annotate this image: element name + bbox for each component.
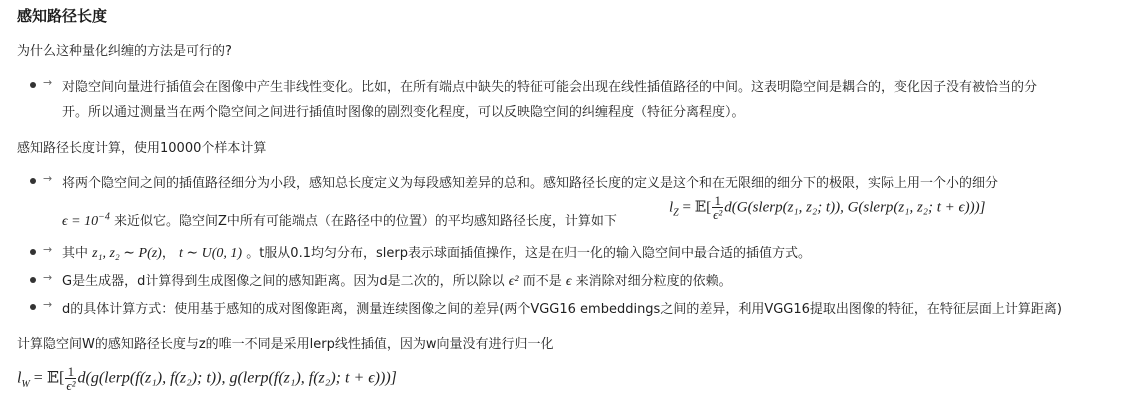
calc1-line-2-text: 来近似它。隐空间Z中所有可能端点（在路径中的位置）的平均感知路径长度，计算如下 — [113, 214, 617, 229]
w-title: 计算隐空间W的感知路径长度与z的唯一不同是采用lerp线性插值，因为w向量没有进行归一化 — [17, 337, 554, 352]
intro-line-1: 对隐空间向量进行插值会在图像中产生非线性变化。比如，在所有端点中缺失的特征可能会出现在线性插值路径的中间。这表明隐空间是耦合的，变化因子没有被恰当的分 — [62, 80, 1038, 95]
question-text: 为什么这种量化纠缠的方法是可行的? — [17, 44, 232, 59]
bullet-dot — [30, 178, 36, 184]
math-eps: ϵ — [565, 274, 572, 289]
calc2-line: 其中 z₁, z₂ ∼ P(z)， t ∼ U(0, 1) 。t服从0.1均匀分布，slerp表示球面插值操作，这是在归一化的输入隐空间中最合适的插值方式。 — [62, 246, 811, 261]
epsilon-expression: $\epsilon = 10^{-4}$ — [62, 211, 110, 229]
formula-lw: $l_W$ = 𝔼[ $\frac{1}{\text{ϵ²}}$ d(g(lerp(f(z₁), f(z₂); t)), g(lerp(f(z₁), f(z₂); t + ϵ)))] — [17, 364, 397, 393]
calc-title: 感知路径长度计算，使用10000个样本计算 — [17, 141, 267, 156]
calc4-line: d的具体计算方式：使用基于感知的成对图像距离，测量连续图像之间的差异(两个VGG16 embeddings之间的差异，利用VGG16提取出图像的特征，在特征层面上计算距离) — [62, 302, 1062, 317]
arrow-icon: → — [43, 243, 53, 256]
math-t-dist: t ∼ U(0, 1) — [179, 246, 243, 261]
arrow-icon: → — [43, 298, 53, 311]
math-z-dist: z₁, z₂ ∼ P(z) — [92, 246, 162, 261]
math-eps-squared: ϵ² — [508, 274, 519, 289]
fraction: $\frac{1}{\text{ϵ²}}$ — [713, 193, 723, 222]
bullet-dot — [30, 82, 36, 88]
arrow-icon: → — [43, 172, 53, 185]
formula-lz: $l_Z$ = 𝔼[ $\frac{1}{\text{ϵ²}}$ d(G(slerp(z₁, z₂; t)), G(slerp(z₁, z₂; t + ϵ)))] — [669, 193, 986, 222]
calc3-line: G是生成器，d计算得到生成图像之间的感知距离。因为d是二次的，所以除以 ϵ² 而不是 ϵ 来消除对细分粒度的依赖。 — [62, 274, 732, 289]
intro-line-2: 开。所以通过测量当在两个隐空间之间进行插值时图像的剧烈变化程度，可以反映隐空间的纠缠程度（特征分离程度）。 — [62, 105, 745, 120]
bullet-dot — [30, 277, 36, 283]
bullet-dot — [30, 304, 36, 310]
calc1-line-2 — [62, 210, 617, 230]
arrow-icon: → — [43, 76, 53, 89]
calc1-line-1: 将两个隐空间之间的插值路径细分为小段，感知总长度定义为每段感知差异的总和。感知路径长度的定义是这个和在无限细的细分下的极限，实际上用一个小的细分 — [62, 176, 999, 191]
page-title: 感知路径长度 — [17, 7, 108, 25]
arrow-icon: → — [43, 271, 53, 284]
fraction: $\frac{1}{\text{ϵ²}}$ — [66, 364, 76, 393]
bullet-dot — [30, 249, 36, 255]
